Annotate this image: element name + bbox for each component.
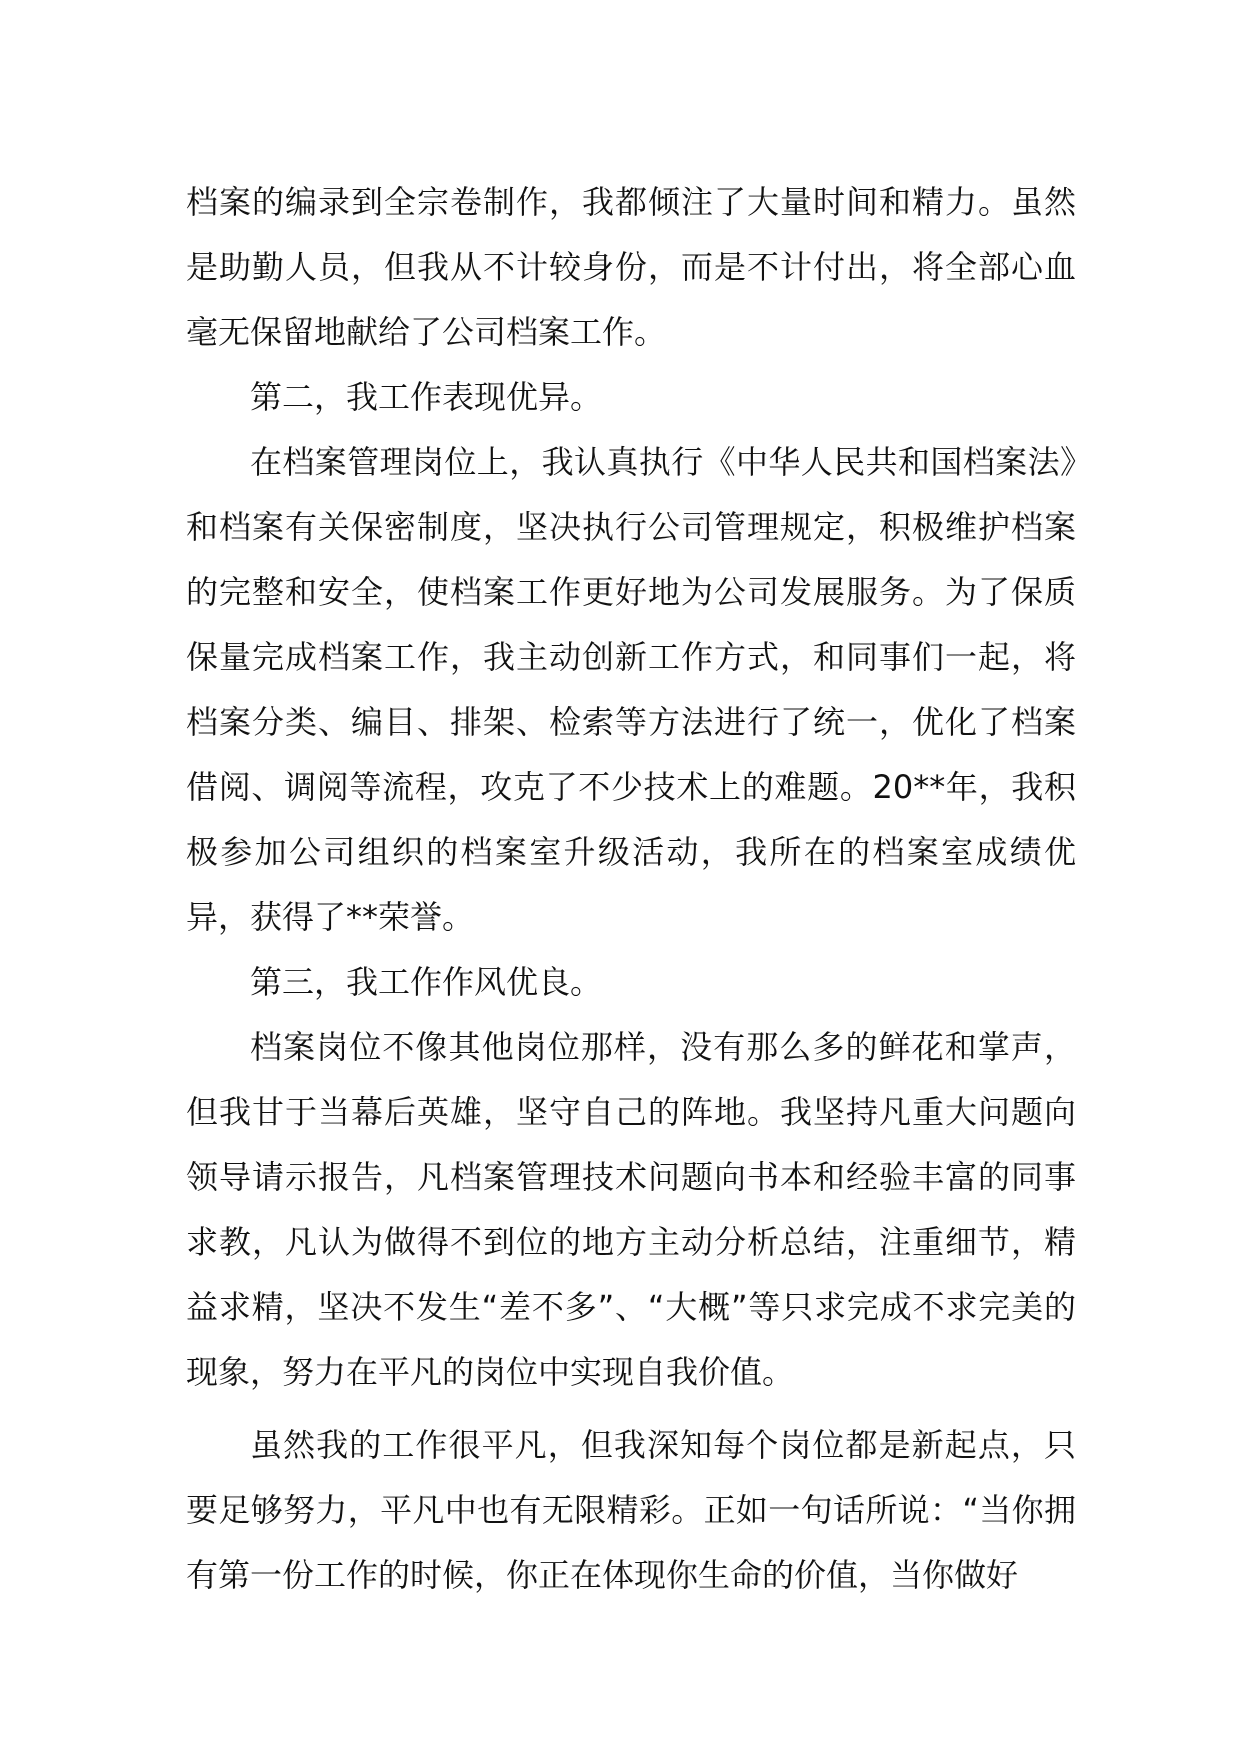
paragraph-archive-management: 在档案管理岗位上，我认真执行《中华人民共和国档案法》和档案有关保密制度，坚决执行公司管理规定，积极维护档案的完整和安全，使档案工作更好地为公司发展服务。为了保质保量完成档案工作，我主动创新工作方式，和同事们一起，将档案分类、编目、排架、检索等方法进行了统一，优化了档案借阅、调阅等流程，攻克了不少技术上的难题。20**年，我积极参加公司组织的档案室升级活动，我所在的档案室成绩优异，获得了**荣誉。 <box>186 443 1076 936</box>
paragraph-conclusion: 虽然我的工作很平凡，但我深知每个岗位都是新起点，只要足够努力，平凡中也有无限精彩。正如一句话所说：“当你拥有第一份工作的时候，你正在体现你生命的价值，当你做好 <box>186 1426 1076 1594</box>
paragraph-continued: 档案的编录到全宗卷制作，我都倾注了大量时间和精力。虽然是助勤人员，但我从不计较身份，而是不计付出，将全部心血毫无保留地献给了公司档案工作。 <box>186 183 1076 351</box>
heading-third-point: 第三，我工作作风优良。 <box>250 963 603 1001</box>
document-body <box>186 170 1076 1608</box>
heading-second-point: 第二，我工作表现优异。 <box>250 378 603 416</box>
paragraph-work-style: 档案岗位不像其他岗位那样，没有那么多的鲜花和掌声，但我甘于当幕后英雄，坚守自己的阵地。我坚持凡重大问题向领导请示报告，凡档案管理技术问题向书本和经验丰富的同事求教，凡认为做得不到位的地方主动分析总结，注重细节，精益求精，坚决不发生“差不多”、“大概”等只求完成不求完美的现象，努力在平凡的岗位中实现自我价值。 <box>186 1028 1076 1391</box>
